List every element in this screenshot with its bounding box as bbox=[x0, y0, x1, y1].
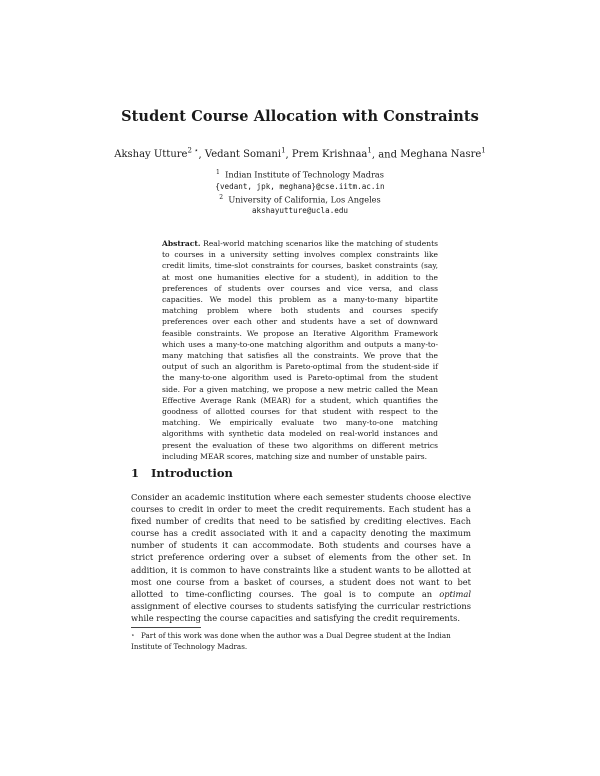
footnote bbox=[131, 631, 471, 652]
author: Meghana Nasre$^1$ bbox=[400, 147, 486, 161]
section-number: 1 bbox=[131, 466, 140, 480]
affiliations bbox=[0, 167, 600, 216]
affiliation-2-email: akshayutture@ucla.edu bbox=[251, 206, 348, 216]
intro-paragraph: Consider an academic institution where each semester students choose elective courses to credit in order to meet the credit requirements. Each student has a fixed number of credits that need to be satisfied by crediting electives. Each course has a credit associated with it and a capacity denoting the maximum number of students it can accommodate. Both students and courses have a strict preference ordering over a subset of elements from the other set. In addition, it is common to have constraints like a student wants to be allotted at most one course from a basket of courses, a student does not want to bet allotted to time-conflicting courses. The goal is to compute an optimal assignment of elective courses to students satisfying the curricular restrictions while respecting the course capacities and satisfying the credit requirements. bbox=[131, 492, 471, 623]
author-list: Akshay Utture$^{2 ⋆}$, Vedant Somani$^1$, Prem Krishnaa$^1$, and Meghana Nasre$^1$ bbox=[114, 147, 486, 161]
author: Vedant Somani$^1$ bbox=[204, 147, 286, 161]
emphasis: optimal bbox=[439, 588, 471, 599]
affiliation-2: $^2$ University of California, Los Angeles bbox=[219, 193, 381, 205]
abstract bbox=[162, 238, 438, 462]
footnote-mark: ⋆ bbox=[131, 632, 135, 639]
author: Prem Krishnaa$^1$ bbox=[291, 147, 372, 161]
paper-title: Student Course Allocation with Constraints bbox=[121, 108, 479, 125]
section-heading bbox=[131, 466, 233, 480]
abstract-label: Abstract. bbox=[162, 239, 201, 248]
author: Akshay Utture$^{2 ⋆}$ bbox=[114, 147, 199, 161]
affiliation-1: $^1$ Indian Institute of Technology Madras bbox=[216, 169, 384, 180]
footnote-rule bbox=[131, 627, 201, 628]
affiliation-1-email: {vedant, jpk, meghana}@cse.iitm.ac.in bbox=[215, 181, 385, 191]
footnote-text: Part of this work was done when the author was a Dual Degree student at the Indian Institute of Technology Madras. bbox=[131, 631, 451, 651]
section-title: Introduction bbox=[151, 466, 233, 480]
abstract-text: Real-world matching scenarios like the matching of students to courses in a university setting involves complex constraints like credit limits, time-slot constraints for courses, basket constraints (say, at most one humanities elective for a student), in addition to the preferences of students over courses and vice versa, and class capacities. We model this problem as a many-to-many bipartite matching problem where both students and courses specify preferences over each other and students have a set of downward feasible constraints. We propose an Iterative Algorithm Framework which uses a many-to-one matching algorithm and outputs a many-to-many matching that satisfies all the constraints. We prove that the output of such an algorithm is Pareto-optimal from the student-side if the many-to-one algorithm used is Pareto-optimal from the student side. For a given matching, we propose a new metric called the Mean Effective Average Rank (MEAR) for a student, which quantifies the goodness of allotted courses for that student with respect to the matching. We empirically evaluate two many-to-one matching algorithms with synthetic data modeled on real-world instances and present the evaluation of these two algorithms on different metrics including MEAR scores, matching size and number of unstable pairs. bbox=[162, 239, 438, 461]
